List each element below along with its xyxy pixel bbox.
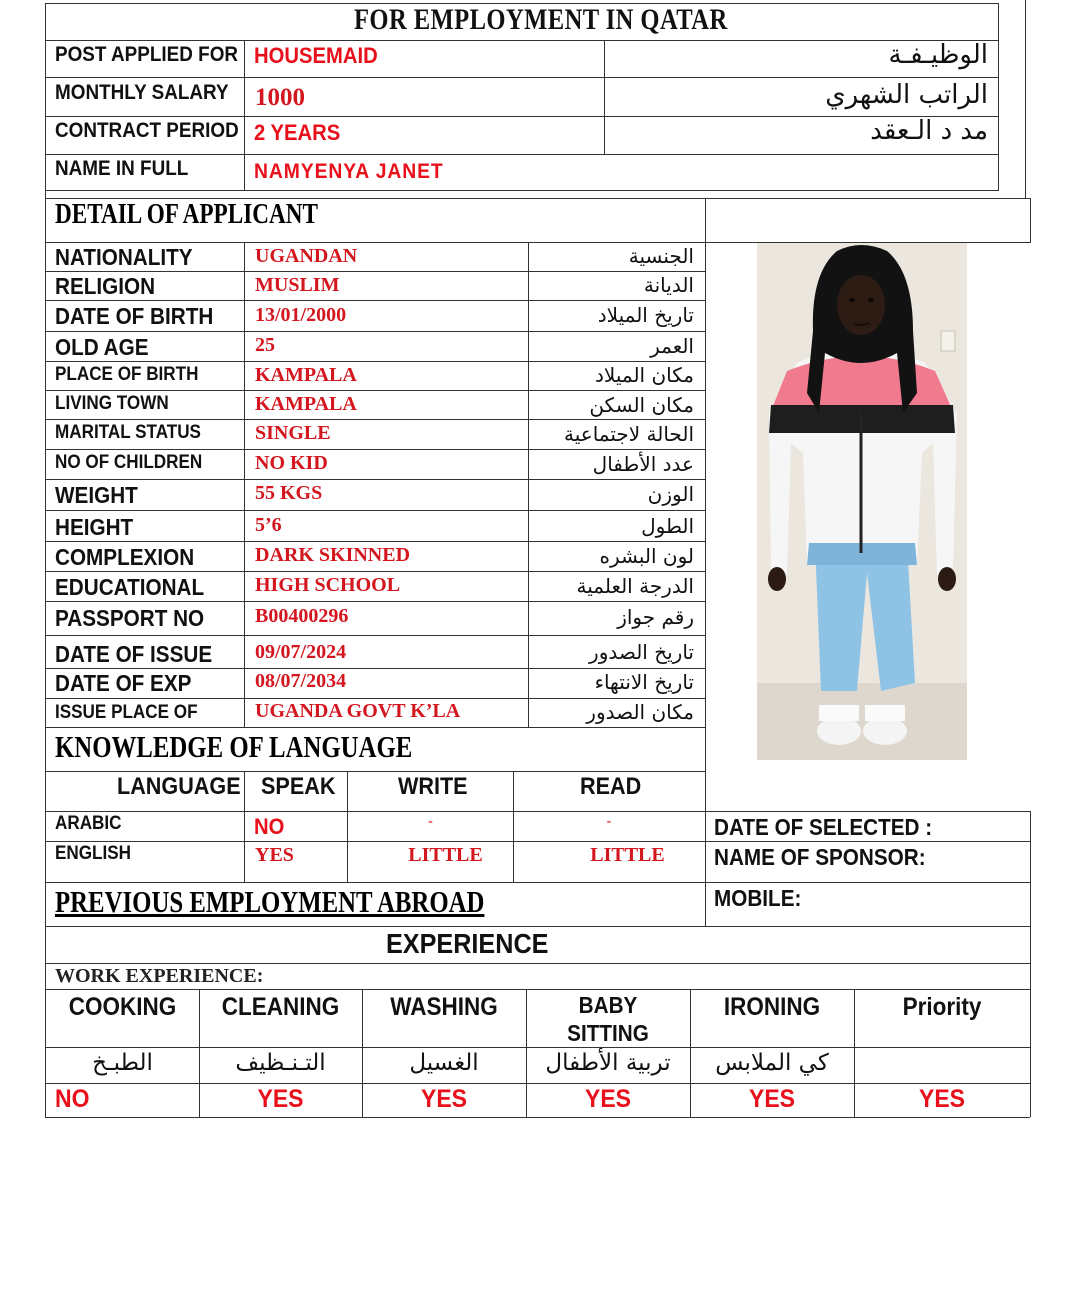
detail-value: 09/07/2024 (255, 641, 347, 663)
language-name: ARABIC (55, 813, 122, 834)
rule (244, 771, 245, 882)
detail-label: RELIGION (55, 273, 156, 299)
skill-name: WASHING (390, 993, 498, 1021)
rule (705, 811, 706, 926)
detail-arabic: العمر (650, 334, 694, 358)
rule (45, 1047, 1030, 1048)
detail-label: ISSUE PLACE OF (55, 702, 198, 723)
skill-arabic: تربية الأطفال (545, 1050, 671, 1076)
write-col-header: WRITE (398, 773, 468, 800)
rule (244, 40, 245, 190)
language-heading: KNOWLEDGE OF LANGUAGE (55, 729, 413, 764)
skill-value: YES (257, 1085, 304, 1113)
post-applied-label: POST APPLIED FOR (55, 43, 239, 66)
contract-value: 2 YEARS (254, 120, 341, 145)
rule (998, 3, 999, 191)
read-col-header: READ (580, 773, 642, 800)
detail-value: UGANDAN (255, 245, 358, 267)
rule (45, 1117, 1030, 1118)
rule (45, 331, 705, 332)
skill-name: CLEANING (221, 993, 340, 1021)
salary-label: MONTHLY SALARY (55, 81, 229, 104)
experience-heading: EXPERIENCE (386, 928, 549, 959)
detail-heading: DETAIL OF APPLICANT (55, 198, 318, 230)
detail-arabic: الديانة (643, 273, 694, 297)
rule (45, 449, 705, 450)
detail-label: WEIGHT (55, 482, 138, 508)
contract-arabic: مد د الـعقد (870, 116, 988, 146)
english-write: LITTLE (408, 844, 483, 866)
detail-arabic: لون البشره (599, 544, 694, 568)
english-read: LITTLE (590, 844, 665, 866)
skill-value: YES (420, 1085, 468, 1113)
rule (45, 541, 705, 542)
detail-value: 08/07/2034 (255, 670, 347, 692)
previous-employment-heading: PREVIOUS EMPLOYMENT ABROAD (55, 884, 485, 919)
work-experience-label: WORK EXPERIENCE: (55, 965, 264, 987)
skill-arabic: الغسيل (409, 1050, 479, 1076)
detail-label: MARITAL STATUS (55, 422, 201, 443)
detail-arabic: مكان الصدور (586, 700, 694, 724)
skill-value: NO (55, 1085, 90, 1113)
rule (45, 635, 705, 636)
rule (1030, 811, 1031, 926)
rule (45, 771, 705, 772)
detail-value: KAMPALA (255, 364, 357, 386)
detail-arabic: تاريخ الميلاد (597, 303, 694, 327)
detail-arabic: مكان السكن (589, 393, 694, 417)
rule (1030, 926, 1031, 1117)
arabic-read: - (606, 814, 612, 829)
detail-label: NO OF CHILDREN (55, 452, 203, 473)
rule (45, 668, 705, 669)
detail-arabic: الوزن (647, 482, 694, 506)
rule (1025, 0, 1026, 198)
applicant-photo-illustration (757, 243, 967, 760)
detail-value: UGANDA GOVT K’LA (255, 700, 461, 722)
skill-value: YES (584, 1085, 632, 1113)
speak-col-header: SPEAK (261, 773, 336, 800)
language-col-header: LANGUAGE (117, 773, 241, 800)
skill-name: COOKING (68, 993, 177, 1021)
detail-arabic: رقم جواز (617, 605, 694, 629)
detail-label: COMPLEXION (55, 544, 195, 570)
rule (45, 419, 705, 420)
rule (45, 390, 705, 391)
rule (45, 116, 998, 117)
rule (45, 601, 705, 602)
detail-value: 25 (255, 334, 275, 356)
post-applied-value: HOUSEMAID (254, 43, 378, 68)
skill-arabic: التـنـظيف (235, 1050, 326, 1076)
rule (45, 190, 998, 191)
rule (45, 3, 46, 1117)
detail-label: HEIGHT (55, 514, 134, 540)
date-selected-label: DATE OF SELECTED : (714, 814, 933, 840)
detail-arabic: الدرجة العلمية (576, 574, 694, 598)
detail-arabic: تاريخ الصدور (589, 640, 694, 664)
detail-arabic: الطول (641, 514, 694, 538)
detail-label: PLACE OF BIRTH (55, 364, 199, 385)
detail-arabic: تاريخ الانتهاء (594, 670, 694, 694)
name-label: NAME IN FULL (55, 157, 189, 180)
page-title: FOR EMPLOYMENT IN QATAR (354, 3, 728, 36)
rule (45, 271, 705, 272)
detail-value: DARK SKINNED (255, 544, 411, 566)
detail-value: 55 KGS (255, 482, 323, 504)
rule (45, 40, 998, 41)
arabic-write: - (428, 814, 433, 829)
rule (45, 963, 1030, 964)
applicant-photo (757, 243, 967, 760)
skill-name: Priority (902, 993, 982, 1021)
salary-value: 1000 (255, 84, 305, 111)
detail-value: 5’6 (255, 514, 282, 536)
detail-label: EDUCATIONAL (55, 574, 205, 600)
post-applied-arabic: الوظيـفـة (888, 40, 988, 70)
detail-label: DATE OF BIRTH (55, 303, 214, 329)
detail-label: DATE OF ISSUE (55, 641, 213, 667)
language-name: ENGLISH (55, 843, 132, 864)
arabic-speak: NO (254, 814, 285, 839)
rule (45, 841, 1030, 842)
rule (45, 811, 1030, 812)
detail-label: LIVING TOWN (55, 393, 169, 414)
skill-arabic: كي الملابس (715, 1050, 829, 1076)
detail-label: OLD AGE (55, 334, 149, 360)
skill-value: YES (748, 1085, 796, 1113)
rule (45, 510, 705, 511)
detail-value: MUSLIM (255, 274, 340, 296)
rule (45, 926, 1030, 927)
rule (45, 77, 998, 78)
rule (45, 300, 705, 301)
skill-arabic: الطبـخ (92, 1050, 153, 1076)
mobile-label: MOBILE: (714, 885, 802, 911)
rule (604, 40, 605, 154)
rule (45, 727, 705, 728)
rule (45, 479, 705, 480)
detail-label: PASSPORT NO (55, 605, 205, 631)
rule (45, 571, 705, 572)
rule (45, 989, 1030, 990)
rule (528, 242, 529, 727)
skill-value: YES (918, 1085, 966, 1113)
rule (1030, 198, 1031, 243)
name-value: NAMYENYA JANET (254, 160, 444, 183)
english-speak: YES (255, 844, 294, 866)
rule (45, 1083, 1030, 1084)
skill-name: IRONING (723, 993, 821, 1021)
rule (45, 361, 705, 362)
rule (705, 198, 706, 811)
detail-arabic: الحالة لاجتماعية (564, 422, 694, 446)
rule (45, 698, 705, 699)
detail-label: DATE OF EXP (55, 670, 192, 696)
rule (45, 154, 998, 155)
skill-name: BABY SITTING (567, 992, 649, 1046)
detail-value: SINGLE (255, 422, 331, 444)
sponsor-name-label: NAME OF SPONSOR: (714, 844, 926, 870)
rule (854, 989, 855, 1117)
rule (45, 882, 1030, 883)
rule (244, 242, 245, 727)
salary-arabic: الراتب الشهري (825, 80, 988, 110)
detail-value: HIGH SCHOOL (255, 574, 401, 596)
detail-arabic: الجنسية (628, 244, 694, 268)
detail-label: NATIONALITY (55, 244, 193, 270)
detail-value: B00400296 (255, 605, 349, 627)
detail-value: 13/01/2000 (255, 304, 347, 326)
detail-arabic: عدد الأطفال (592, 452, 694, 476)
detail-arabic: مكان الميلاد (595, 363, 694, 387)
detail-value: KAMPALA (255, 393, 357, 415)
detail-value: NO KID (255, 452, 328, 474)
contract-label: CONTRACT PERIOD (55, 119, 239, 142)
